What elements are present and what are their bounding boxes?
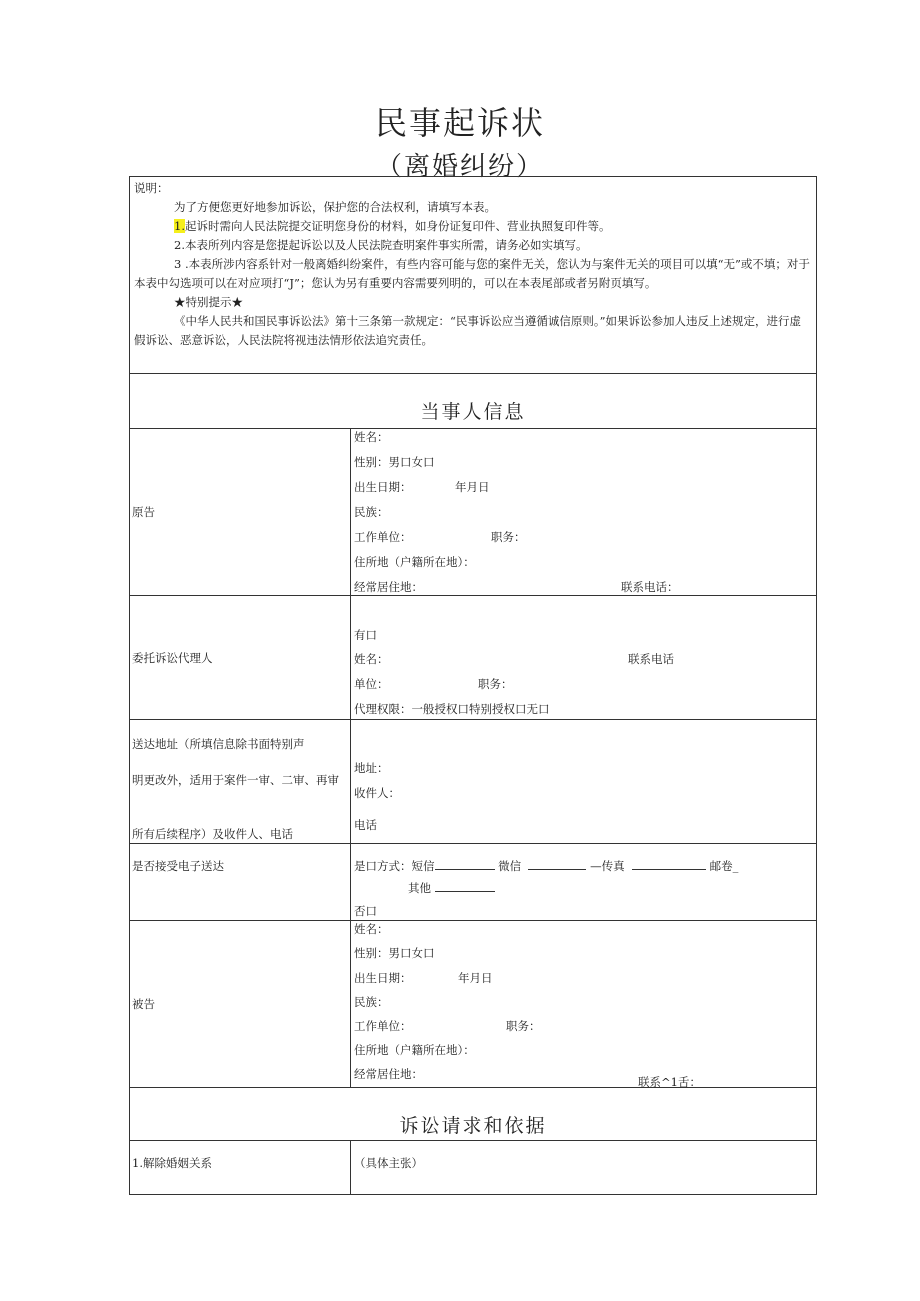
instructions-para-2: 2.本表所列内容是您提起诉讼以及人民法院查明案件事实所需，请务必如实填写。 <box>174 238 588 252</box>
plaintiff-residence-field[interactable]: 经常居住地： <box>354 580 423 594</box>
agent-unit-field[interactable]: 单位： <box>354 677 389 691</box>
delivery-label <box>130 720 351 844</box>
defendant-ethnicity-field[interactable]: 民族： <box>354 995 389 1009</box>
fax-label: —传真 <box>590 859 625 873</box>
agent-label: 委托诉讼代理人 <box>130 596 351 720</box>
plaintiff-phone-field[interactable]: 联系电话： <box>621 580 679 594</box>
defendant-work-field[interactable]: 工作单位： <box>354 1019 412 1033</box>
claim-label-cell <box>130 1141 351 1195</box>
defendant-residence-field[interactable]: 经常居住地： <box>354 1067 423 1081</box>
instructions-para-1-text: 起诉时需向人民法院提交证明您身份的材料，如身份证复印件、营业执照复印件等。 <box>184 219 611 233</box>
delivery-label-line-3: 所有后续程序）及收件人、电话 <box>132 827 293 841</box>
delivery-address-field[interactable]: 地址： <box>354 761 389 775</box>
electronic-yes-option[interactable] <box>354 858 738 874</box>
defendant-domicile-field[interactable]: 住所地（户籍所在地）： <box>354 1043 475 1057</box>
electronic-fields <box>351 844 817 921</box>
fax-blank[interactable] <box>632 858 706 870</box>
section-claims: 诉讼请求和依据 <box>130 1088 817 1141</box>
other-label: 其他 <box>408 881 431 895</box>
law-notice: 《中华人民共和国民事诉讼法》第十三条第一款规定：“民事诉讼应当遵循诚信原则。”如果诉讼参加人违反上述规定，进行虚假诉讼、恶意诉讼，人民法院将视违法情形依法追究责任。 <box>134 314 802 347</box>
plaintiff-label: 原告 <box>130 429 351 596</box>
defendant-birth-field[interactable]: 出生日期： <box>354 971 412 985</box>
delivery-phone-field[interactable]: 电话 <box>354 818 377 832</box>
special-tip: ★特别提示★ <box>174 295 243 309</box>
defendant-post-field[interactable]: 职务： <box>506 1019 541 1033</box>
complaint-form <box>129 176 817 1195</box>
delivery-label-line-1: 送达地址（所填信息除书面特别声 <box>132 737 305 751</box>
plaintiff-post-field[interactable]: 职务： <box>491 530 526 544</box>
sms-blank[interactable] <box>435 858 495 870</box>
other-blank[interactable] <box>435 880 495 892</box>
claim-label: 1.解除婚姻关系 <box>132 1156 212 1170</box>
document-subtitle: （离婚纠纷） <box>375 152 544 182</box>
delivery-fields <box>351 720 817 844</box>
defendant-gender-field[interactable]: 性别：男口女口 <box>354 946 435 960</box>
instructions-heading: 说明： <box>134 181 169 195</box>
plaintiff-birth-field[interactable]: 出生日期： <box>354 480 412 494</box>
wechat-blank[interactable] <box>528 858 586 870</box>
agent-phone-field[interactable]: 联系电话 <box>628 652 674 666</box>
delivery-recipient-field[interactable]: 收件人： <box>354 786 400 800</box>
plaintiff-birth-unit: 年月日 <box>455 480 490 494</box>
plaintiff-gender-field[interactable]: 性别：男口女口 <box>354 455 435 469</box>
plaintiff-domicile-field[interactable]: 住所地（户籍所在地）： <box>354 555 475 569</box>
delivery-label-line-2: 明更改外，适用于案件一审、二审、再审 <box>132 773 339 787</box>
defendant-name-field[interactable]: 姓名： <box>354 922 389 936</box>
section-party-info: 当事人信息 <box>130 374 817 429</box>
wechat-label: 微信 <box>498 859 522 873</box>
agent-has-checkbox[interactable]: 有口 <box>354 628 377 642</box>
plaintiff-fields <box>351 429 817 596</box>
plaintiff-name-field[interactable]: 姓名： <box>354 430 389 444</box>
agent-fields <box>351 596 817 720</box>
instructions-para-3: 3 .本表所涉内容系针对一般离婚纠纷案件，有些内容可能与您的案件无关，您认为与案件无关的项目可以填“无”或不填；对于本表中勾选项可以在对应项打“J”；您认为另有重要内容需要列明的，可以在本表尾部或者另附页填写。 <box>134 257 810 290</box>
claim-value-cell <box>351 1141 817 1195</box>
email-label: 邮卷_ <box>709 859 739 873</box>
instructions-para-1 <box>134 217 812 236</box>
agent-name-field[interactable]: 姓名： <box>354 652 389 666</box>
plaintiff-work-field[interactable]: 工作单位： <box>354 530 412 544</box>
electronic-label-cell <box>130 844 351 921</box>
agent-post-field[interactable]: 职务： <box>478 677 513 691</box>
electronic-label: 是否接受电子送达 <box>132 859 224 873</box>
defendant-birth-unit: 年月日 <box>458 971 493 985</box>
defendant-fields <box>351 921 817 1088</box>
document-title: 民事起诉状 <box>374 104 545 142</box>
defendant-phone-field[interactable]: 联系^1舌： <box>638 1075 701 1089</box>
claim-value-field[interactable]: （具体主张） <box>354 1156 423 1170</box>
agent-authority-field[interactable]: 代理权限：一般授权口特别授权口无口 <box>354 702 550 716</box>
defendant-label: 被告 <box>130 921 351 1088</box>
highlight-mark: 1. <box>174 219 185 233</box>
electronic-yes-label: 是口方式：短信 <box>354 859 435 873</box>
plaintiff-ethnicity-field[interactable]: 民族： <box>354 505 389 519</box>
instructions-para-0: 为了方便您更好地参加诉讼，保护您的合法权利，请填写本表。 <box>174 200 496 214</box>
instructions <box>130 177 817 374</box>
electronic-other-option[interactable] <box>408 880 495 896</box>
electronic-no-option[interactable]: 否口 <box>354 904 377 918</box>
